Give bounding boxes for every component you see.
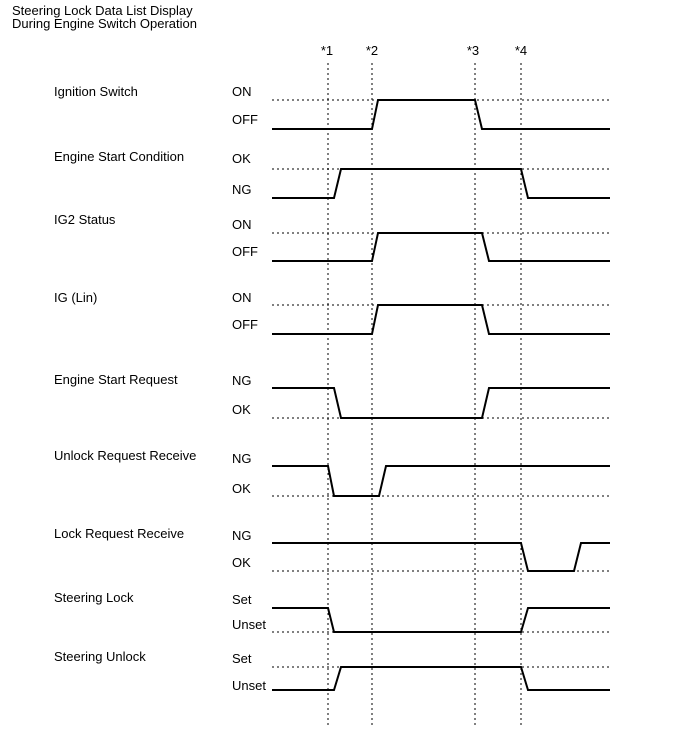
marker-label-4: *4 xyxy=(514,43,528,58)
signal-low-label: OFF xyxy=(232,112,258,127)
signal-steering-unlock xyxy=(54,649,610,693)
signal-low-label: OK xyxy=(232,481,251,496)
signal-name: Ignition Switch xyxy=(54,84,138,99)
signal-engine-start-condition xyxy=(54,149,610,198)
signal-ig2-status xyxy=(54,212,610,261)
signal-name: IG2 Status xyxy=(54,212,116,227)
signal-steering-lock xyxy=(54,590,610,632)
signal-low-label: OFF xyxy=(232,244,258,259)
signal-name: IG (Lin) xyxy=(54,290,98,305)
diagram-title-line-1: Steering Lock Data List Display xyxy=(12,3,193,18)
signal-waveform xyxy=(272,543,610,571)
signal-waveform xyxy=(272,169,610,198)
marker-label-1: *1 xyxy=(320,43,334,58)
marker-label-2: *2 xyxy=(365,43,379,58)
signal-lock-request-receive xyxy=(54,526,610,571)
signal-ignition-switch xyxy=(54,84,610,129)
signal-low-label: NG xyxy=(232,182,252,197)
signal-high-label: NG xyxy=(232,528,252,543)
signal-name: Steering Lock xyxy=(54,590,134,605)
signal-engine-start-request xyxy=(54,372,610,418)
signal-name: Unlock Request Receive xyxy=(54,448,197,463)
signal-high-label: ON xyxy=(232,84,252,99)
signal-waveform xyxy=(272,388,610,418)
signal-name: Steering Unlock xyxy=(54,649,146,664)
signal-waveform xyxy=(272,608,610,632)
signal-ig-lin xyxy=(54,290,610,334)
signal-high-label: NG xyxy=(232,373,252,388)
signal-high-label: Set xyxy=(232,651,252,666)
signal-high-label: Set xyxy=(232,592,252,607)
signal-high-label: ON xyxy=(232,217,252,232)
signal-waveform xyxy=(272,233,610,261)
signal-name: Engine Start Condition xyxy=(54,149,185,164)
diagram-title-line-2: During Engine Switch Operation xyxy=(12,16,197,31)
signal-high-label: OK xyxy=(232,151,251,166)
signal-name: Engine Start Request xyxy=(54,372,178,387)
signal-low-label: OK xyxy=(232,555,251,570)
signal-high-label: NG xyxy=(232,451,252,466)
signal-unlock-request-receive xyxy=(54,448,610,496)
signal-waveform xyxy=(272,305,610,334)
signal-low-label: Unset xyxy=(232,617,266,632)
signal-low-label: OK xyxy=(232,402,251,417)
signal-high-label: ON xyxy=(232,290,252,305)
signal-name: Lock Request Receive xyxy=(54,526,185,541)
signal-low-label: Unset xyxy=(232,678,266,693)
signal-low-label: OFF xyxy=(232,317,258,332)
signal-waveform xyxy=(272,100,610,129)
signal-waveform xyxy=(272,667,610,690)
marker-label-3: *3 xyxy=(466,43,480,58)
signal-waveform xyxy=(272,466,610,496)
